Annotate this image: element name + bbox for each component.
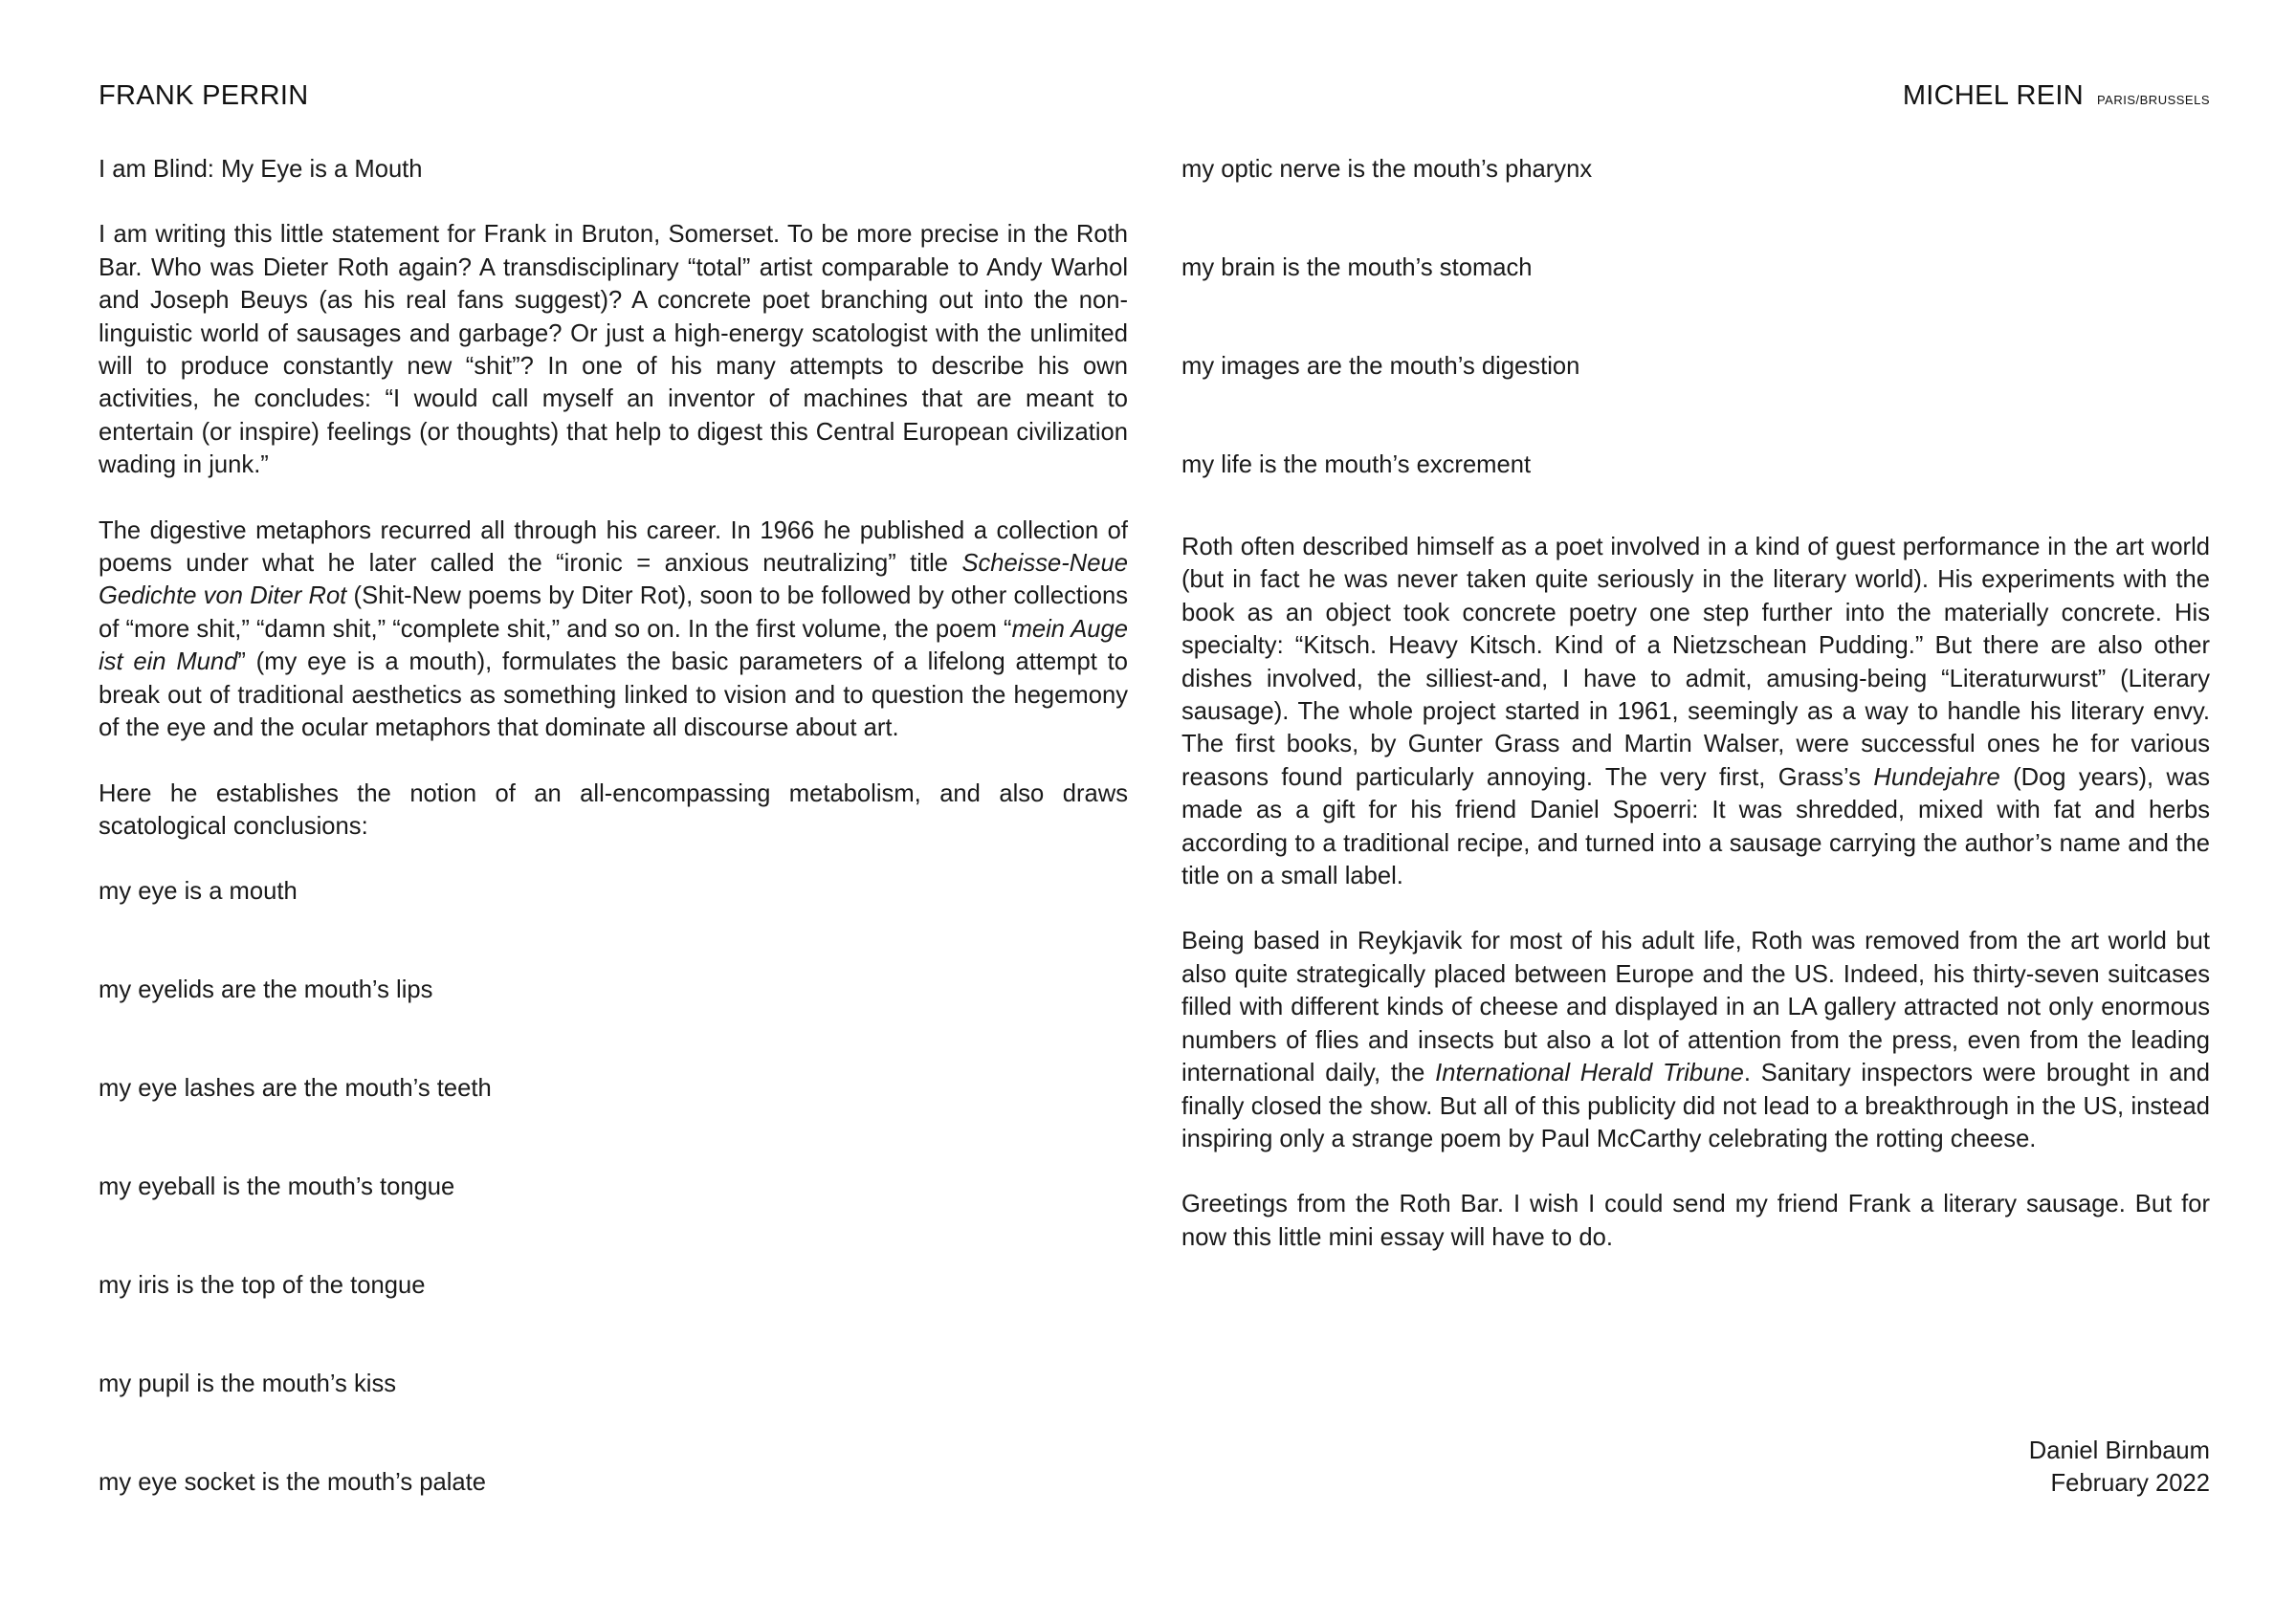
poem-line: my eyeball is the mouth’s tongue (99, 1173, 455, 1201)
poem-line: my eye is a mouth (99, 878, 298, 906)
left-column (99, 153, 1128, 1500)
essay-date: February 2022 (2050, 1470, 2210, 1498)
gallery-artist-name: FRANK PERRIN (99, 80, 309, 111)
poem-line: my images are the mouth’s digestion (1181, 353, 1580, 380)
paragraph-4: Roth often described himself as a poet involved in a kind of guest performance in the art world (but in fact he was never taken quite seriously in the literary world). His experiments with the book as an object took concrete poetry one step further into the materially concrete. His specialty: “Kitsch. Heavy Kitsch. Kind of a Nietzschean Pudding.” But there are also other dishes involved, the silliest-and, I have to admit, amusing-being “Literaturwurst” (Literary sausage). The whole project started in 1961, seemingly as a way to handle his literary envy. The first books, by Gunter Grass and Martin Walser, were successful ones he for various reasons found particularly annoying. The very first, Grass’s Hundejahre (Dog years), was made as a gift for his friend Daniel Spoerri: It was shredded, mixed with fat and herbs according to a traditional recipe, and turned into a sausage carrying the author’s name and the title on a small label. (1181, 534, 2210, 890)
paragraph-5: Being based in Reykjavik for most of his adult life, Roth was removed from the art world but also quite strategically placed between Europe and the US. Indeed, his thirty-seven suitcases filled with different kinds of cheese and displayed in an LA gallery attracted not only enormous numbers of flies and insects but also a lot of attention from the press, even from the leading international daily, the International Herald Tribune. Sanitary inspectors were brought in and finally closed the show. But all of this publicity did not lead to a breakthrough in the US, instead inspiring only a strange poem by Paul McCarthy celebrating the rotting cheese. (1181, 928, 2210, 1152)
poem-line: my eye socket is the mouth’s palate (99, 1469, 486, 1497)
paragraph-3: Here he establishes the notion of an all-encompassing metabolism, and also draws scatological conclusions: (99, 779, 1128, 840)
poem-line: my brain is the mouth’s stomach (1181, 254, 1533, 281)
poem-line: my eye lashes are the mouth’s teeth (99, 1075, 492, 1103)
paragraph-2: The digestive metaphors recurred all through his career. In 1966 he published a collection of poems under what he later called the “ironic = anxious neutralizing” title Scheisse-Neue Gedichte von Diter Rot (Shit-New poems by Diter Rot), soon to be followed by other collections of “more shit,” “damn shit,” “complete shit,” and so on. In the first volume, the poem “mein Auge ist ein Mund” (my eye is a mouth), formulates the basic parameters of a lifelong attempt to break out of traditional aesthetics as something linked to vision and to question the hegemony of the eye and the ocular metaphors that dominate all discourse about art. (99, 516, 1128, 742)
poem-line: my eyelids are the mouth’s lips (99, 976, 433, 1004)
poem-left (99, 875, 1128, 1499)
author-name: Daniel Birnbaum (2028, 1437, 2210, 1464)
right-column (1181, 153, 2210, 1286)
essay-title: I am Blind: My Eye is a Mouth (99, 156, 423, 183)
signature-block (2029, 1435, 2210, 1501)
poem-line: my life is the mouth’s excrement (1181, 451, 1532, 478)
paragraph-6: Greetings from the Roth Bar. I wish I could send my friend Frank a literary sausage. But for now this little mini essay will have to do. (1181, 1191, 2210, 1251)
gallery-header (1903, 80, 2210, 112)
poem-right (1181, 153, 2210, 481)
poem-line: my pupil is the mouth’s kiss (99, 1371, 397, 1398)
gallery-location: PARIS/BRUSSELS (2096, 93, 2210, 107)
poem-line: my optic nerve is the mouth’s pharynx (1181, 156, 1593, 183)
gallery-name: MICHEL REIN (1902, 80, 2084, 111)
poem-line: my iris is the top of the tongue (99, 1272, 426, 1300)
paragraph-1: I am writing this little statement for Frank in Bruton, Somerset. To be more precise in the Roth Bar. Who was Dieter Roth again? A transdisciplinary “total” artist comparable to Andy Warhol and Joseph Beuys (as his real fans suggest)? A concrete poet branching out into the non-linguistic world of sausages and garbage? Or just a high-energy scatologist with the unlimited will to produce constantly new “shit”? In one of his many attempts to describe his own activities, he concludes: “I would call myself an inventor of machines that are meant to entertain (or inspire) feelings (or thoughts) that help to digest this Central European civilization wading in junk.” (99, 221, 1128, 479)
